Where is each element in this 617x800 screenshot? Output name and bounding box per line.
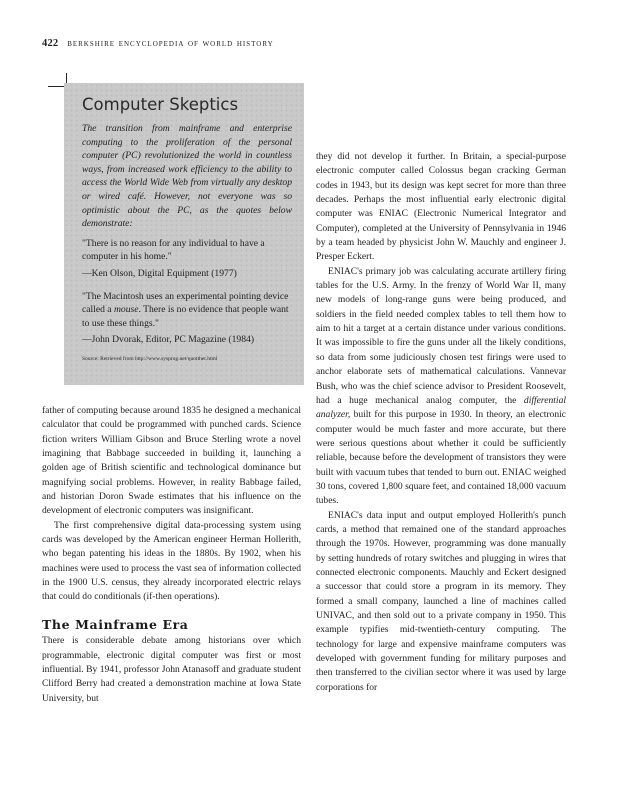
right-paragraph-2: ENIAC's primary job was calculating accurate artillery firing tables for the U.S. Army. In the frenzy of World War II, many new models of long-range guns were being produced, and soldiers in the field needed complex tables to tell them how to aim to hit a target at a certain distance under various conditions. It was impossible to fire the guns under all the likely conditions, so data from some judiciously chosen test firings were used to anchor elaborate sets of mathematical calculations. Vannevar Bush, who was the chief science advisor to President Roosevelt, had a huge mechanical analog computer, the differential analyzer, built for this purpose in 1930. In theory, an electronic computer would be much faster and more accurate, but there were serious questions about whether it could be sufficiently reliable, because before the development of transistors they were built with vacuum tubes that tended to burn out. ENIAC weighed 30 tons, covered 1,800 square feet, and contained 18,000 vacuum tubes.	[316, 265, 566, 507]
sidebar-title: Computer Skeptics	[82, 95, 239, 114]
section-heading: The Mainframe Era	[42, 616, 189, 632]
sidebar-intro: The transition from mainframe and enterprise computing to the proliferation of the personal computer (PC) revolutionized the world in countless ways, from increased work efficiency to the ability to access the World Wide Web from virtually any desktop or wired café. However, not everyone was so optimistic about the PC, as the quotes below demonstrate:	[82, 123, 292, 230]
sidebar-quote-2: "The Macintosh uses an experimental pointing device called a mouse. There is no evidence that people want to use these things."	[82, 290, 289, 329]
sidebar-quote-1-attribution: —Ken Olson, Digital Equipment (1977)	[82, 267, 237, 279]
left-column	[42, 404, 301, 706]
sidebar-box	[64, 83, 304, 385]
left-paragraph-1: father of computing because around 1835 he designed a mechanical calculator that could be programmed with punched cards. Science fiction writers William Gibson and Bruce Sterling wrote a novel imagining that Babbage succeeded in building it, launching a golden age of British scientific and technological dominance but magnifying social problems. However, in reality Babbage failed, and historian Doron Swade estimates that his influence on the development of electronic computers was insignificant.	[42, 405, 301, 517]
sidebar-quote-2-attribution: —John Dvorak, Editor, PC Magazine (1984)	[82, 334, 255, 346]
left-paragraph-3: There is considerable debate among historians over which programmable, electronic digital computer was first or most influential. By 1941, professor John Atanasoff and graduate student Clifford Berry had created a demonstration machine at Iowa State University, but	[42, 635, 301, 704]
right-paragraph-3: ENIAC's data input and output employed Hollerith's punch cards, a method that remained one of the standard approaches through the 1970s. However, programming was done manually by setting hundreds of rotary switches and plugging in wires that connected electronic components. Mauchly and Eckert designed a successor that could store a program in its memory. They formed a small company, launched a line of machines called UNIVAC, and then sold out to a private company in 1950. This example typifies mid-twentieth-century computing. The technology for large and expensive mainframe computers was developed with government funding for military purposes and then transferred to the civilian sector where it was used by large corporations for	[316, 509, 566, 693]
left-paragraph-2: The first comprehensive digital data-processing system using cards was developed by the American engineer Herman Hollerith, who began patenting his ideas in the 1880s. By 1902, when his machines were used to process the vast sea of information collected in the 1900 U.S. census, they already incorporated electric relays that could do conditionals (if-then operations).	[42, 519, 301, 603]
right-paragraph-1: they did not develop it further. In Britain, a special-purpose electronic computer called Colossus began cracking German codes in 1943, but its design was kept secret for more than three decades. Perhaps the most influential early electronic digital computer was ENIAC (Electronic Numerical Integrator and Computer), completed at the University of Pennsylvania in 1946 by a team headed by physicist John W. Mauchly and engineer J. Presper Eckert.	[316, 151, 566, 263]
running-title: berkshire encyclopedia of world history	[67, 38, 274, 49]
page-number: 422	[42, 38, 59, 49]
right-column	[316, 150, 566, 695]
sidebar-source: Source: Retrieved from http://www.sysprog.net/quotther.html	[82, 355, 218, 362]
sidebar-quote-1: "There is no reason for any individual to have a computer in his home."	[82, 237, 265, 263]
running-header	[42, 38, 274, 49]
